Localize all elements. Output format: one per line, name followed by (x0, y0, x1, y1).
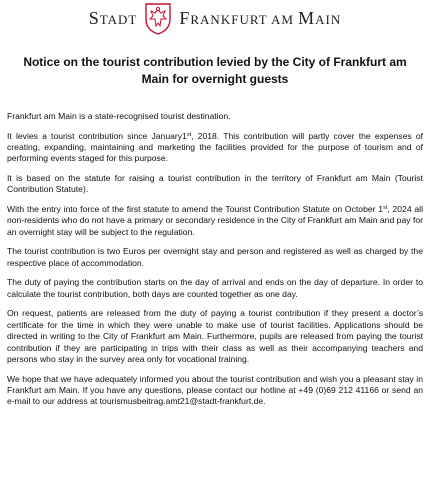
paragraph-duty: The duty of paying the contribution starts on the day of arrival and ends on the day of departure. In order to calculate the tourist contribution, both days are counted together as one day. (7, 277, 423, 299)
paragraph-intro: Frankfurt am Main is a state-recognised tourist destination. (7, 111, 231, 121)
paragraph-amendment: With the entry into force of the first statute to amend the Tourist Contribution Statute on October 1st, 2024 all non-residents who do not have a primary or secondary residence in the City of Frankfurt am Main and pay for an overnight stay will be subject to the regulation. (7, 204, 423, 237)
paragraph-amount: The tourist contribution is two Euros per overnight stay and person and registered as well as charged by the respective place of accommodation. (7, 246, 423, 268)
city-crest-icon (143, 1, 173, 35)
paragraph-contact: We hope that we have adequately informed you about the tourist contribution and wish you a pleasant stay in Frankfurt am Main. If you have any questions, please contact our hotline at +49 (0)69 212 41166 or send an e-mail to our address at tourismusbeitrag.amt21@stadt-frankfurt.de. (7, 373, 423, 407)
paragraph-statute: It is based on the statute for raising a tourist contribution in the territory of Frankfurt am Main (Tourist Contribution Statute). (7, 173, 423, 195)
paragraph-exemptions: On request, patients are released from the duty of paying a tourist contribution if they present a doctor’s certificate for the time in which they were unable to make use of tourist facilities. Applications should be directed in writing to the City of Frankfurt am Main. Furthermore, pupils are released from paying the tourist contribution if they are participating in trips with their class as well as their accompanying teachers and persons who stay in the survey area only for vocational training. (7, 308, 423, 365)
page-header (0, 0, 430, 36)
logo-text-frankfurt: FRANKFURT AM MAIN (179, 7, 342, 28)
page-title: Notice on the tourist contribution levied by the City of Frankfurt am Main for overnight guests (23, 55, 407, 86)
notice-body (7, 111, 423, 416)
logo-text-stadt: STADT (88, 7, 138, 28)
paragraph-levy: It levies a tourist contribution since January1st, 2018. This contribution will partly cover the expenses of creating, expanding, maintaining and marketing the facilities provided for the purpose of tourism and of performing events staged for this purpose. (7, 130, 423, 164)
